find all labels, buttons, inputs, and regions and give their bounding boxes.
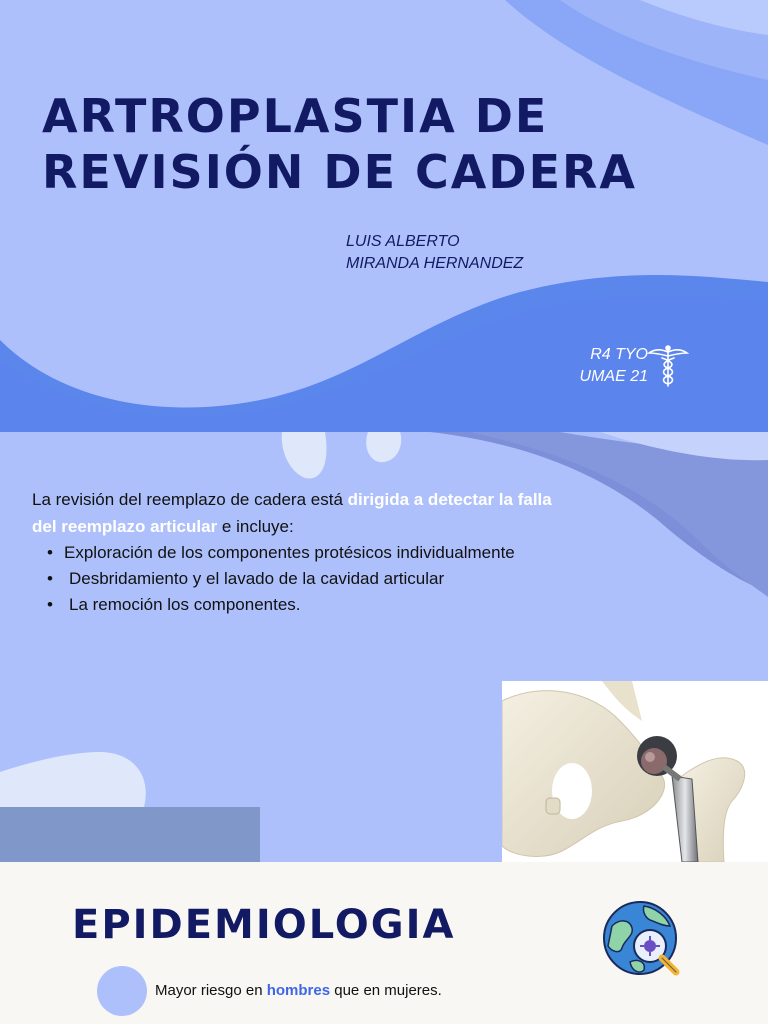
author-line-1: LUIS ALBERTO bbox=[346, 233, 460, 250]
globe-virus-search-icon bbox=[600, 900, 686, 984]
hip-prosthesis-image bbox=[502, 681, 768, 862]
epi-highlight: hombres bbox=[266, 982, 331, 999]
epi-text-start: Mayor riesgo en bbox=[155, 982, 267, 999]
epi-text-end: que en mujeres. bbox=[330, 982, 442, 999]
epidemiology-text bbox=[155, 982, 442, 999]
intro-text: La revisión del reemplazo de cadera está bbox=[32, 490, 348, 509]
intro-paragraph bbox=[32, 486, 552, 540]
caduceus-icon bbox=[647, 344, 689, 388]
org-line-1: R4 TYO bbox=[590, 346, 648, 363]
epidemiology-heading: EPIDEMIOLOGIA bbox=[72, 902, 456, 948]
list-item: • Exploración de los componentes protésicos individualmente bbox=[32, 540, 515, 566]
intro-text-end: e incluye: bbox=[217, 517, 294, 536]
presentation-title bbox=[42, 88, 637, 200]
epidemiology-section bbox=[0, 862, 768, 1024]
title-line-2: REVISIÓN DE CADERA bbox=[42, 145, 638, 199]
author-line-2: MIRANDA HERNANDEZ bbox=[346, 255, 524, 272]
organization-info bbox=[572, 344, 648, 388]
intro-highlight: dirigida a detectar la falla del reemplazo articular bbox=[32, 490, 552, 536]
list-item: • La remoción los componentes. bbox=[32, 592, 515, 618]
bullet-circle bbox=[97, 966, 147, 1016]
author-name bbox=[346, 231, 523, 275]
procedure-list bbox=[32, 540, 515, 618]
org-line-2: UMAE 21 bbox=[579, 368, 648, 385]
title-line-1: ARTROPLASTIA DE bbox=[42, 89, 549, 143]
cover-section bbox=[0, 0, 768, 432]
intro-section bbox=[0, 432, 768, 862]
list-item: • Desbridamiento y el lavado de la cavidad articular bbox=[32, 566, 515, 592]
